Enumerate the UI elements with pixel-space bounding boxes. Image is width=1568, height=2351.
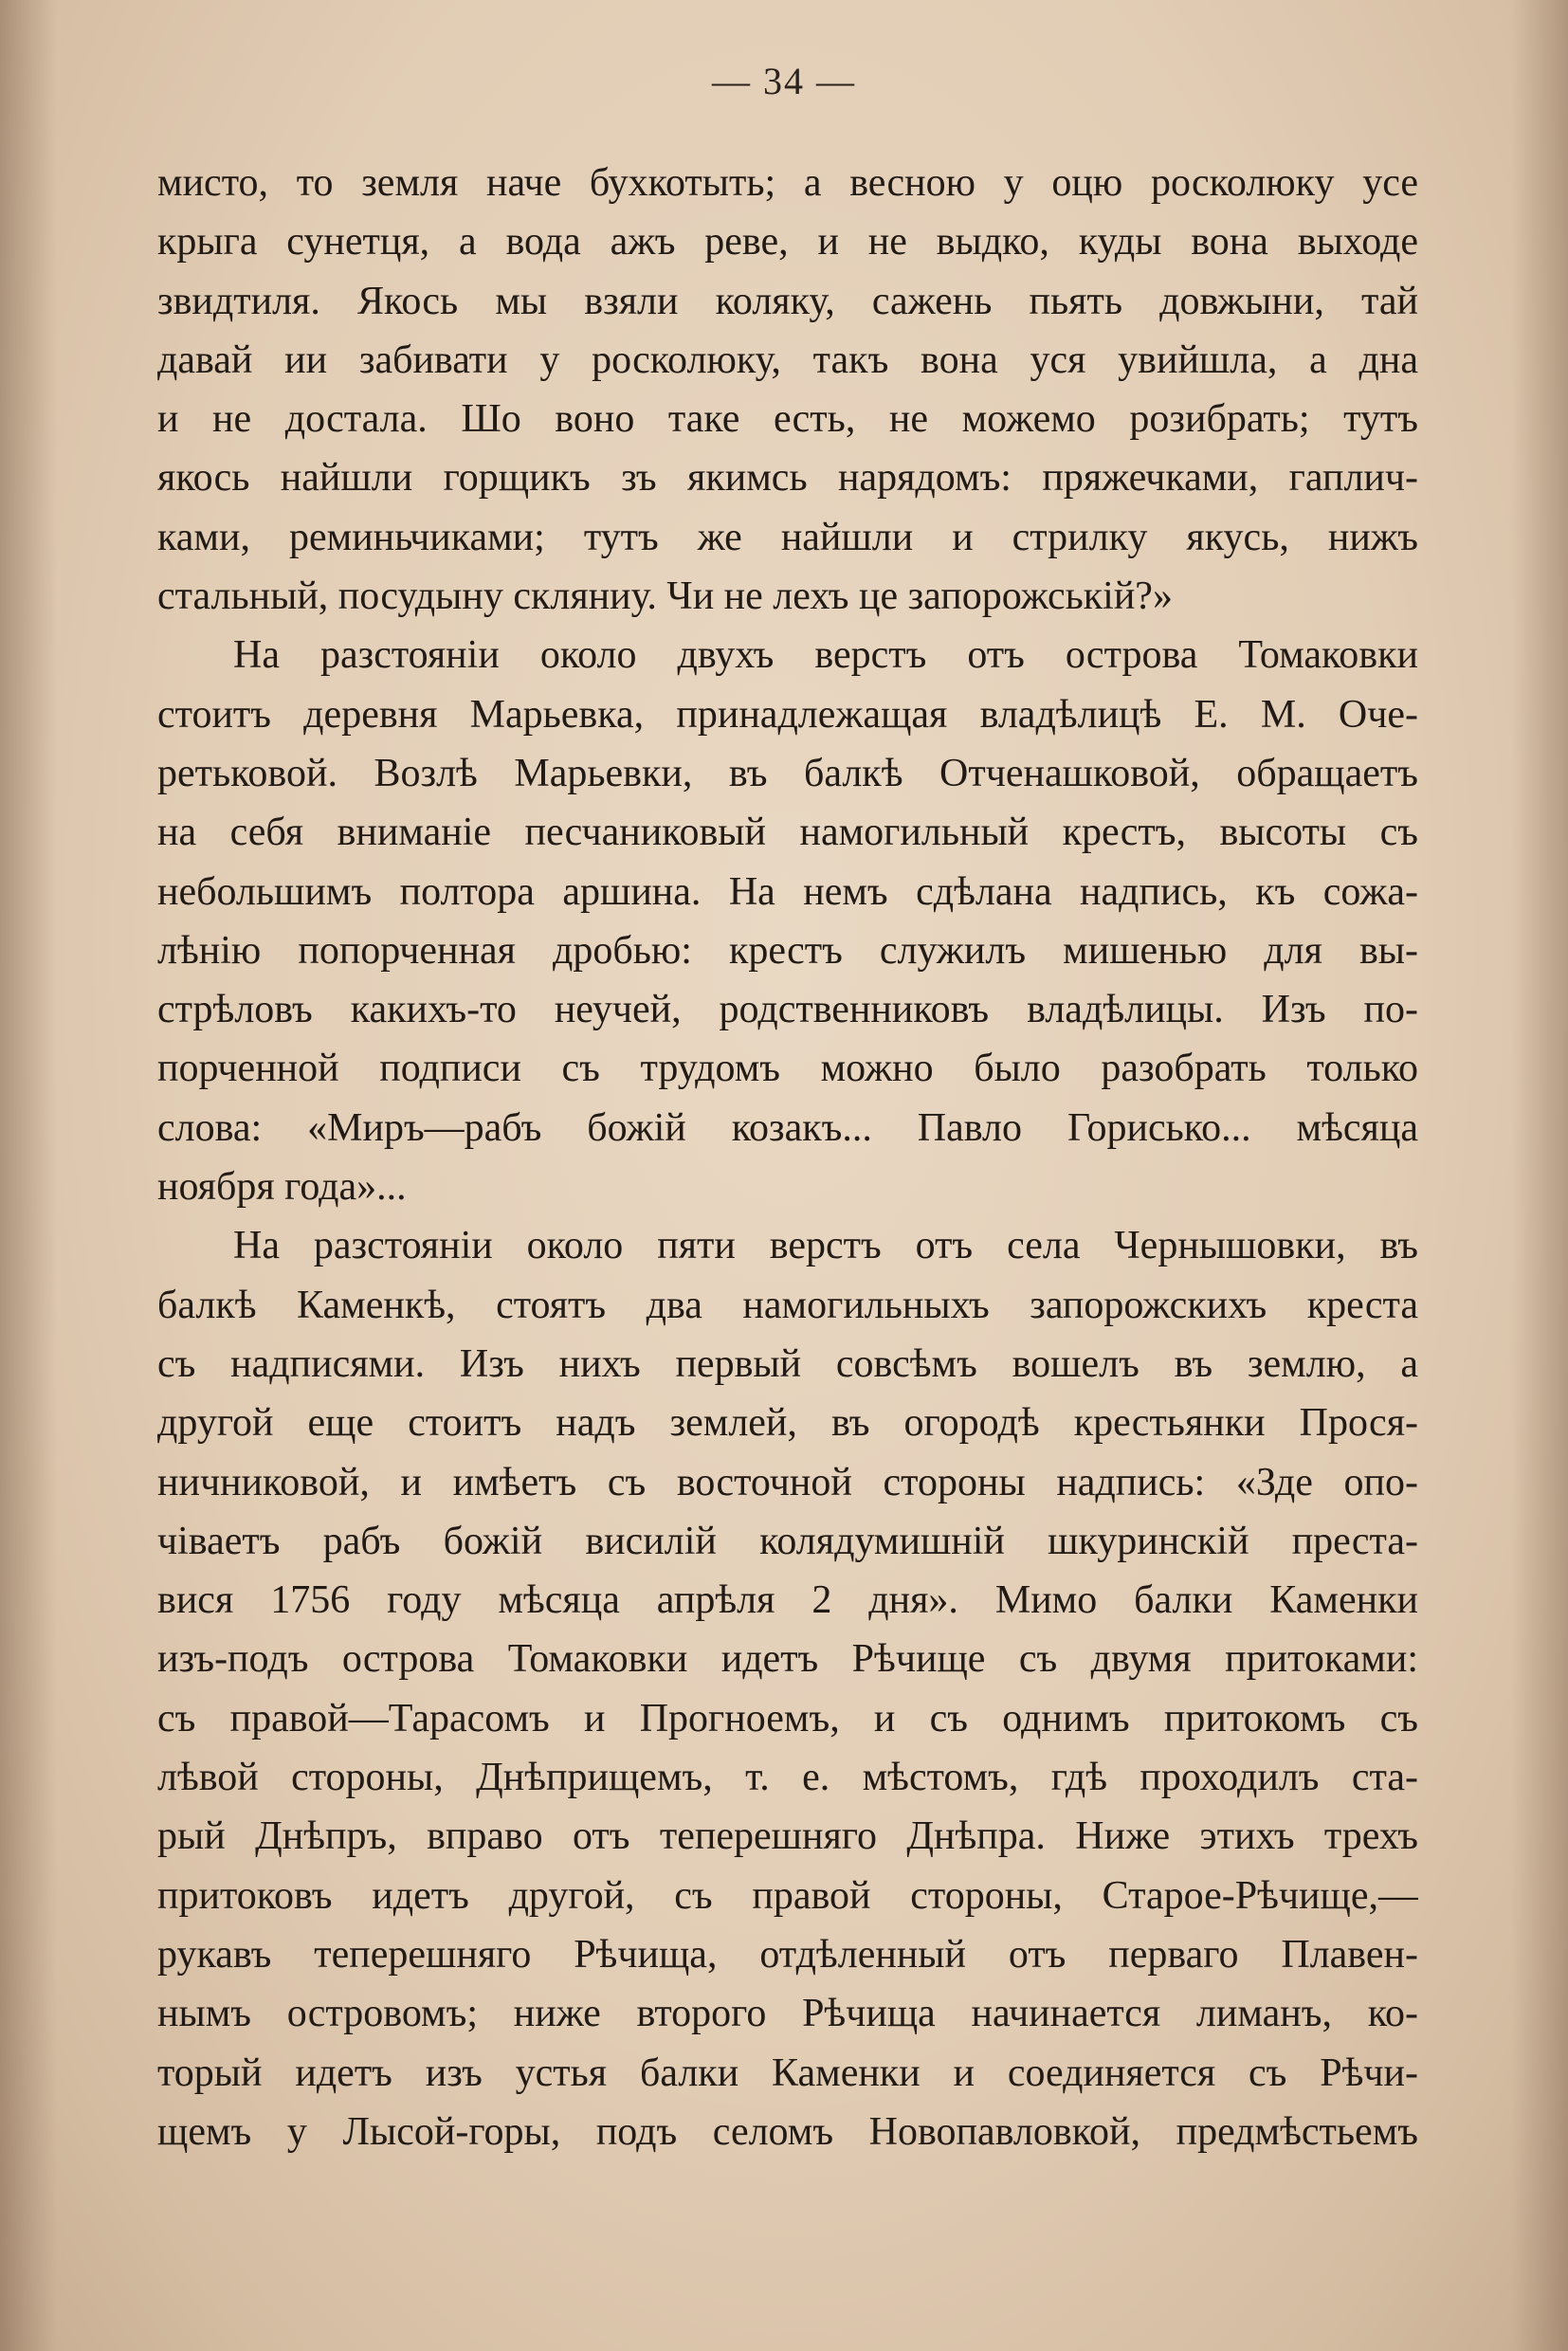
text-line: порченной подписи съ трудомъ можно было разобрать только [157, 1047, 1418, 1091]
text-line: притоковъ идетъ другой, съ правой стороны, Старое-Рѣчище,— [157, 1873, 1418, 1918]
text-line: балкѣ Каменкѣ, стоятъ два намогильныхъ запорожскихъ креста [157, 1283, 1418, 1327]
page-number: — 34 — [712, 60, 856, 102]
text-line: съ правой—Тарасомъ и Прогноемъ, и съ однимъ притокомъ съ [157, 1696, 1418, 1740]
body-text [157, 154, 1418, 2161]
text-line: рый Днѣпръ, вправо отъ теперешняго Днѣпра. Ниже этихъ трехъ [157, 1814, 1418, 1859]
text-line: ничниковой, и имѣетъ съ восточной стороны надпись: «Зде опо- [157, 1460, 1418, 1504]
text-line: ками, реминьчиками; тутъ же найшли и стрилку якусь, нижъ [157, 515, 1418, 559]
text-line: мисто, то земля наче бухкотыть; а весною у оцю росколюку усе [157, 161, 1418, 205]
text-line: торый идетъ изъ устья балки Каменки и соединяется съ Рѣчи- [157, 2050, 1418, 2095]
text-line: другой еще стоитъ надъ землей, въ огородѣ крестьянки Прося- [157, 1401, 1418, 1446]
text-line: съ надписями. Изъ нихъ первый совсѣмъ вошелъ въ землю, а [157, 1341, 1418, 1386]
text-line: На разстоянiи около пяти верстъ отъ села Чернышовки, въ [233, 1224, 1418, 1268]
text-line: якось найшли горщикъ зъ якимсь нарядомъ: пряжечками, гаплич- [157, 456, 1418, 501]
text-line: изъ-подъ острова Томаковки идетъ Рѣчище съ двумя притоками: [157, 1637, 1418, 1682]
text-line: чiваетъ рабъ божiй висилiй колядумишнiй шкуринскiй преста- [157, 1519, 1418, 1563]
page-edge-shadow-right [1511, 0, 1568, 2351]
text-line: На разстоянiи около двухъ верстъ отъ острова Томаковки [233, 633, 1418, 678]
text-line: небольшимъ полтора аршина. На немъ сдѣлана надпись, къ сожа- [157, 869, 1418, 914]
text-line: рукавъ теперешняго Рѣчища, отдѣленный отъ перваго Плавен- [157, 1932, 1418, 1977]
text-line: стрѣловъ какихъ-то неучей, родственниковъ владѣлицы. Изъ по- [157, 988, 1418, 1032]
text-line: ретьковой. Возлѣ Марьевки, въ балкѣ Отченашковой, обращаетъ [157, 751, 1418, 795]
text-line: на себя вниманiе песчаниковый намогильный крестъ, высоты съ [157, 811, 1418, 855]
text-line: вися 1756 году мѣсяца апрѣля 2 дня». Мимо балки Каменки [157, 1578, 1418, 1623]
text-line: стоитъ деревня Марьевка, принадлежащая владѣлицѣ Е. М. Оче- [157, 692, 1418, 737]
text-line: лѣвой стороны, Днѣприщемъ, т. е. мѣстомъ, гдѣ проходилъ ста- [157, 1756, 1418, 1800]
text-line: слова: «Миръ—рабъ божiй козакъ... Павло Горисько... мѣсяца [157, 1105, 1418, 1150]
text-line: лѣнiю попорченная дробью: крестъ служилъ мишенью для вы- [157, 928, 1418, 973]
text-line: стальный, посудыну скляниу. Чи не лехъ це запорожськiй?» [157, 574, 1173, 619]
text-line: щемъ у Лысой-горы, подъ селомъ Новопавловкой, предмѣстьемъ [157, 2109, 1418, 2154]
text-line: и не достала. Шо воно таке есть, не можемо розибрать; тутъ [157, 397, 1418, 442]
text-line: нымъ островомъ; ниже второго Рѣчища начинается лиманъ, ко- [157, 1992, 1418, 2036]
text-line: крыга сунетця, а вода ажъ реве, и не выдко, куды вона выходе [157, 220, 1418, 264]
text-line: ноября года»... [157, 1165, 407, 1210]
text-line: звидтиля. Якось мы взяли коляку, сажень пьять довжыни, тай [157, 279, 1418, 323]
text-line: давай ии забивати у росколюку, такъ вона уся увийшла, а дна [157, 337, 1418, 382]
page-edge-shadow-left [0, 0, 57, 2351]
